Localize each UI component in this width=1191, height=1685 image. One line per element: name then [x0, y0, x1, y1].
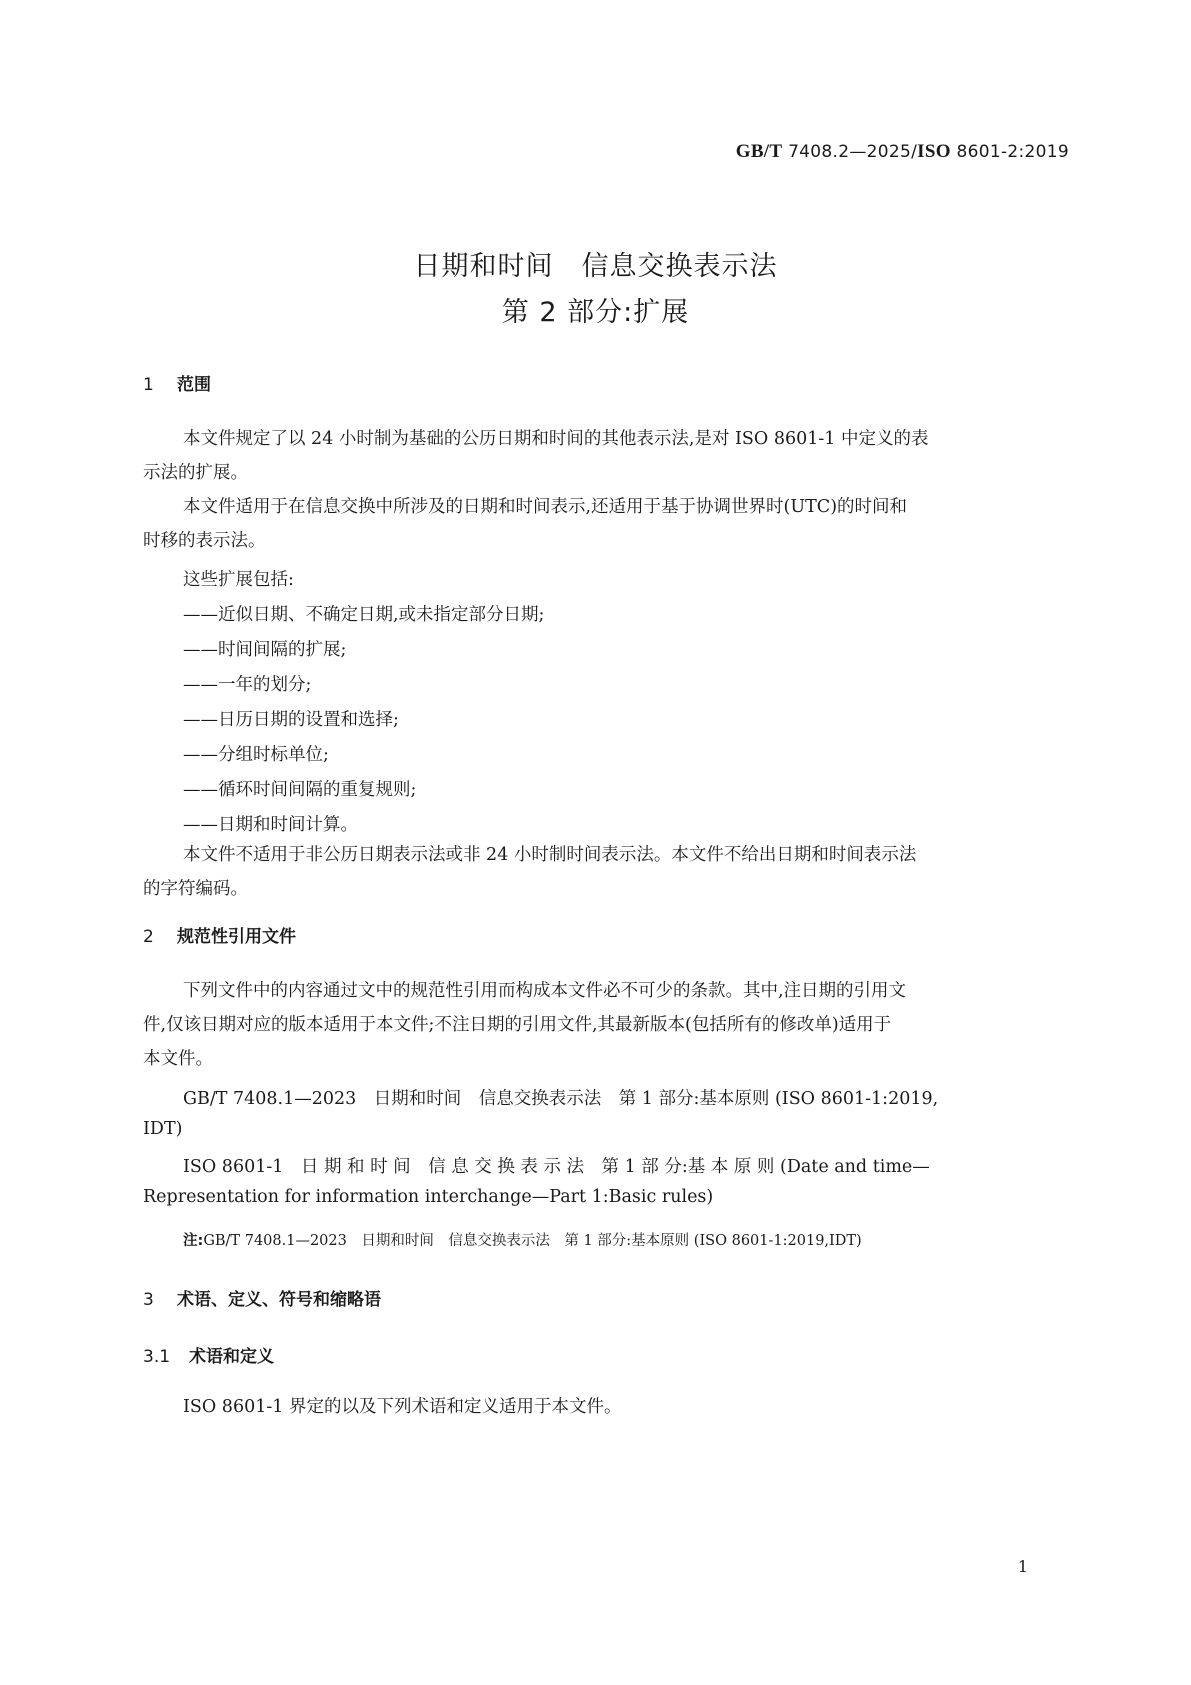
section-2-heading [143, 922, 296, 947]
list-item: ——时间间隔的扩展; [183, 640, 347, 660]
iso-prefix: ISO [917, 141, 951, 162]
text-line: 下列文件中的内容通过文中的规范性引用而构成本文件必不可少的条款。其中,注日期的引用文 [183, 981, 907, 1001]
note-text: GB/T 7408.1—2023 日期和时间 信息交换表示法 第 1 部分:基本原则 (ISO 8601-1:2019,IDT) [203, 1233, 862, 1249]
section-1-heading [143, 370, 211, 395]
text-line: ISO 8601-1 界定的以及下列术语和定义适用于本文件。 [183, 1397, 622, 1417]
section-3-heading [143, 1285, 381, 1310]
document-title-line1: 日期和时间 信息交换表示法 [413, 251, 778, 282]
text-line: 示法的扩展。 [143, 463, 248, 483]
text-line: 本文件规定了以 24 小时制为基础的公历日期和时间的其他表示法,是对 ISO 8601-1 中定义的表 [183, 429, 929, 449]
text-line: 件,仅该日期对应的版本适用于本文件;不注日期的引用文件,其最新版本(包括所有的修改单)适用于 [143, 1015, 892, 1035]
section-number: 2 [143, 927, 154, 947]
subsection-title: 术语和定义 [189, 1347, 274, 1367]
list-item: ——近似日期、不确定日期,或未指定部分日期; [183, 605, 545, 625]
document-title-line2: 第 2 部分:扩展 [501, 297, 690, 328]
text-line: 的字符编码。 [143, 879, 248, 899]
section-3-1-heading [143, 1342, 274, 1367]
iso-number: 8601-2:2019 [950, 142, 1069, 162]
text-line: 本文件适用于在信息交换中所涉及的日期和时间表示,还适用于基于协调世界时(UTC)的时间和 [183, 497, 908, 517]
note-label: 注: [183, 1233, 204, 1249]
section-title: 范围 [177, 375, 211, 395]
list-item: ——日历日期的设置和选择; [183, 710, 399, 730]
list-item: ——日期和时间计算。 [183, 815, 358, 835]
code-number: 7408.2—2025/ [782, 142, 918, 162]
list-item: ——分组时标单位; [183, 745, 329, 765]
text-line: 本文件不适用于非公历日期表示法或非 24 小时制时间表示法。本文件不给出日期和时间表示法 [183, 845, 917, 865]
list-item: ——循环时间间隔的重复规则; [183, 780, 417, 800]
note [183, 1229, 862, 1250]
standard-code [736, 141, 1069, 163]
text-line: 本文件。 [143, 1049, 213, 1069]
text-line: 这些扩展包括: [183, 570, 294, 590]
paragraph [143, 422, 1063, 457]
reference-entry-cont: Representation for information interchange—Part 1:Basic rules) [143, 1187, 714, 1207]
code-prefix: GB/T [735, 141, 783, 162]
section-title: 规范性引用文件 [177, 927, 296, 947]
reference-entry: GB/T 7408.1—2023 日期和时间 信息交换表示法 第 1 部分:基本原则 (ISO 8601-1:2019, [183, 1089, 939, 1109]
section-number: 1 [143, 375, 154, 395]
section-number: 3 [143, 1290, 154, 1310]
page-number: 1 [1017, 1557, 1028, 1576]
list-item: ——一年的划分; [183, 675, 312, 695]
section-title: 术语、定义、符号和缩略语 [177, 1290, 381, 1310]
subsection-number: 3.1 [143, 1347, 171, 1367]
reference-entry-cont: IDT) [143, 1119, 183, 1139]
text-line: 时移的表示法。 [143, 531, 266, 551]
reference-entry: ISO 8601-1 日 期 和 时 间 信 息 交 换 表 示 法 第 1 部 分:基 本 原 则 (Date and time— [183, 1157, 930, 1177]
